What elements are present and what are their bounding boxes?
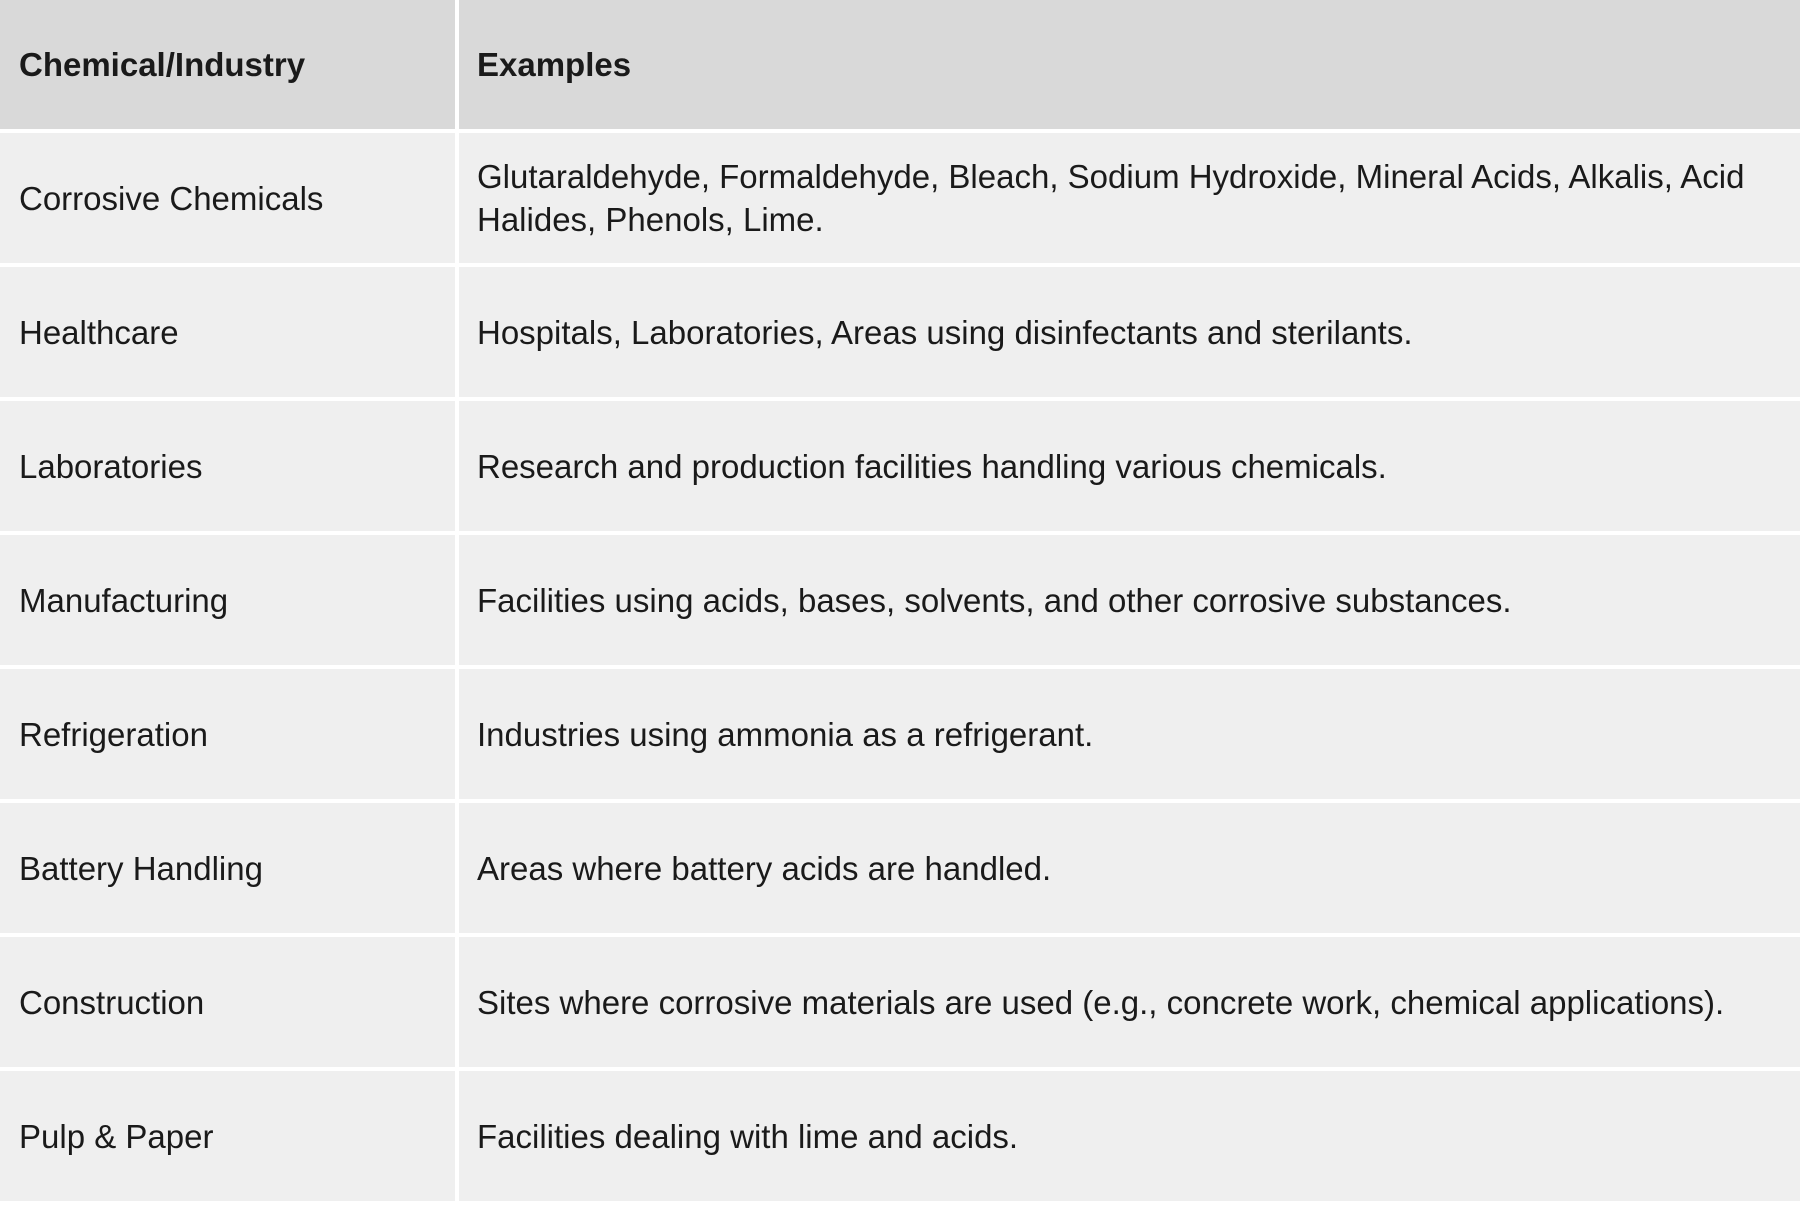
column-header-examples: Examples [459, 0, 1800, 133]
examples-cell: Sites where corrosive materials are used (e.g., concrete work, chemical applications). [459, 937, 1800, 1071]
industry-cell: Healthcare [0, 267, 455, 401]
examples-cell: Areas where battery acids are handled. [459, 803, 1800, 937]
examples-cell: Facilities dealing with lime and acids. [459, 1071, 1800, 1205]
industry-cell: Battery Handling [0, 803, 455, 937]
examples-cell: Research and production facilities handling various chemicals. [459, 401, 1800, 535]
industry-cell: Laboratories [0, 401, 455, 535]
industry-cell: Corrosive Chemicals [0, 133, 455, 267]
column-header-chemical-industry: Chemical/Industry [0, 0, 455, 133]
examples-cell: Facilities using acids, bases, solvents, and other corrosive substances. [459, 535, 1800, 669]
industry-cell: Manufacturing [0, 535, 455, 669]
examples-cell: Glutaraldehyde, Formaldehyde, Bleach, Sodium Hydroxide, Mineral Acids, Alkalis, Acid Halides, Phenols, Lime. [459, 133, 1800, 267]
industry-cell: Construction [0, 937, 455, 1071]
industry-cell: Refrigeration [0, 669, 455, 803]
industry-cell: Pulp & Paper [0, 1071, 455, 1205]
examples-cell: Industries using ammonia as a refrigerant. [459, 669, 1800, 803]
examples-cell: Hospitals, Laboratories, Areas using disinfectants and sterilants. [459, 267, 1800, 401]
